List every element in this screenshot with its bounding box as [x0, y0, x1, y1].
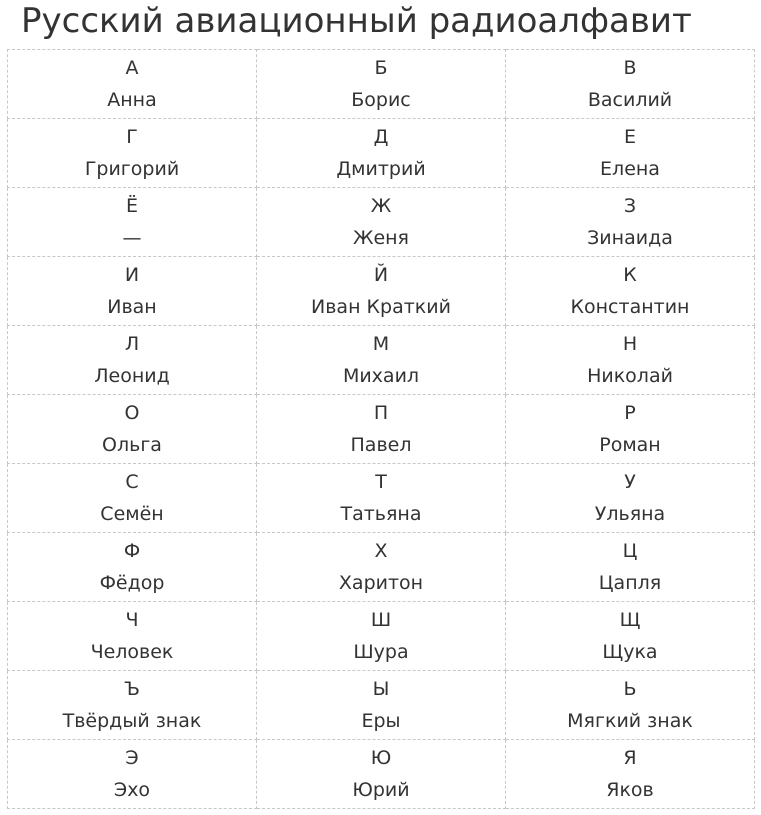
table-cell — [257, 671, 506, 740]
cell-letter: Б — [374, 57, 388, 79]
cell-word: Анна — [107, 89, 157, 111]
cell-word: Татьяна — [340, 503, 422, 525]
table-cell — [506, 740, 755, 809]
cell-letter: Ы — [372, 678, 390, 700]
cell-word: Мягкий знак — [567, 710, 693, 732]
table-cell — [257, 50, 506, 119]
cell-letter: О — [124, 402, 140, 424]
cell-letter: Х — [374, 540, 388, 562]
cell-word: Иван — [107, 296, 157, 318]
cell-letter: А — [125, 57, 139, 79]
cell-word: Цапля — [598, 572, 662, 594]
table-cell — [8, 188, 257, 257]
table-cell — [8, 740, 257, 809]
table-cell — [8, 119, 257, 188]
table-cell — [8, 326, 257, 395]
cell-letter: Ф — [123, 540, 141, 562]
alphabet-table — [7, 49, 755, 809]
cell-letter: У — [624, 471, 636, 493]
table-row — [8, 188, 755, 257]
table-cell — [506, 326, 755, 395]
cell-word: — — [122, 227, 142, 249]
cell-letter: Н — [622, 333, 638, 355]
cell-word: Фёдор — [99, 572, 165, 594]
table-cell — [8, 464, 257, 533]
cell-letter: Р — [624, 402, 636, 424]
cell-word: Леонид — [94, 365, 170, 387]
cell-word: Роман — [599, 434, 661, 456]
cell-word: Иван Краткий — [311, 296, 451, 318]
table-cell — [257, 533, 506, 602]
cell-word: Ольга — [102, 434, 162, 456]
alphabet-table-body — [8, 50, 755, 809]
cell-word: Михаил — [342, 365, 420, 387]
table-cell — [257, 464, 506, 533]
cell-letter: З — [623, 195, 637, 217]
cell-letter: Ц — [622, 540, 638, 562]
table-row — [8, 257, 755, 326]
cell-letter: П — [373, 402, 389, 424]
table-cell — [8, 395, 257, 464]
cell-word: Женя — [352, 227, 409, 249]
table-row — [8, 671, 755, 740]
table-cell — [8, 671, 257, 740]
cell-letter: Й — [373, 264, 389, 286]
page-title: Русский авиационный радиоалфавит — [21, 1, 692, 41]
cell-word: Еры — [361, 710, 401, 732]
table-cell — [506, 533, 755, 602]
cell-letter: И — [124, 264, 140, 286]
table-cell — [506, 257, 755, 326]
cell-word: Павел — [350, 434, 412, 456]
table-cell — [8, 533, 257, 602]
table-row — [8, 326, 755, 395]
cell-word: Ульяна — [594, 503, 666, 525]
cell-letter: Ё — [125, 195, 138, 217]
cell-letter: Ш — [370, 609, 392, 631]
cell-letter: Э — [125, 747, 139, 769]
table-cell — [257, 188, 506, 257]
table-row — [8, 602, 755, 671]
table-cell — [506, 395, 755, 464]
table-cell — [506, 464, 755, 533]
cell-word: Харитон — [338, 572, 424, 594]
cell-letter: Г — [126, 126, 138, 148]
cell-letter: Ъ — [124, 678, 140, 700]
cell-word: Николай — [587, 365, 673, 387]
cell-letter: К — [623, 264, 637, 286]
table-row — [8, 395, 755, 464]
cell-word: Елена — [600, 158, 660, 180]
cell-word: Шура — [353, 641, 409, 663]
table-cell — [506, 188, 755, 257]
cell-letter: Ь — [623, 678, 637, 700]
table-row — [8, 464, 755, 533]
cell-word: Борис — [351, 89, 411, 111]
cell-letter: Ж — [370, 195, 392, 217]
table-cell — [506, 119, 755, 188]
cell-letter: Ю — [370, 747, 392, 769]
table-cell — [506, 50, 755, 119]
cell-letter: Е — [623, 126, 636, 148]
table-cell — [506, 671, 755, 740]
table-cell — [8, 50, 257, 119]
cell-letter: Л — [124, 333, 140, 355]
table-cell — [257, 602, 506, 671]
cell-word: Василий — [587, 89, 673, 111]
cell-word: Семён — [100, 503, 164, 525]
table-cell — [506, 602, 755, 671]
cell-word: Дмитрий — [336, 158, 426, 180]
table-cell — [257, 119, 506, 188]
cell-word: Константин — [570, 296, 690, 318]
cell-word: Юрий — [352, 779, 410, 801]
table-row — [8, 119, 755, 188]
table-row — [8, 533, 755, 602]
table-cell — [8, 257, 257, 326]
cell-letter: Ч — [125, 609, 139, 631]
cell-letter: М — [372, 333, 390, 355]
cell-letter: Я — [623, 747, 637, 769]
table-row — [8, 50, 755, 119]
cell-word: Твёрдый знак — [62, 710, 202, 732]
cell-letter: С — [125, 471, 139, 493]
cell-letter: Д — [373, 126, 389, 148]
cell-word: Эхо — [113, 779, 151, 801]
table-cell — [8, 602, 257, 671]
cell-word: Человек — [90, 641, 174, 663]
table-cell — [257, 257, 506, 326]
cell-word: Яков — [606, 779, 654, 801]
table-cell — [257, 395, 506, 464]
cell-word: Щука — [602, 641, 658, 663]
table-cell — [257, 740, 506, 809]
cell-letter: Щ — [619, 609, 641, 631]
table-cell — [257, 326, 506, 395]
cell-word: Григорий — [84, 158, 180, 180]
cell-letter: В — [623, 57, 637, 79]
cell-word: Зинаида — [587, 227, 673, 249]
cell-letter: Т — [375, 471, 387, 493]
table-row — [8, 740, 755, 809]
